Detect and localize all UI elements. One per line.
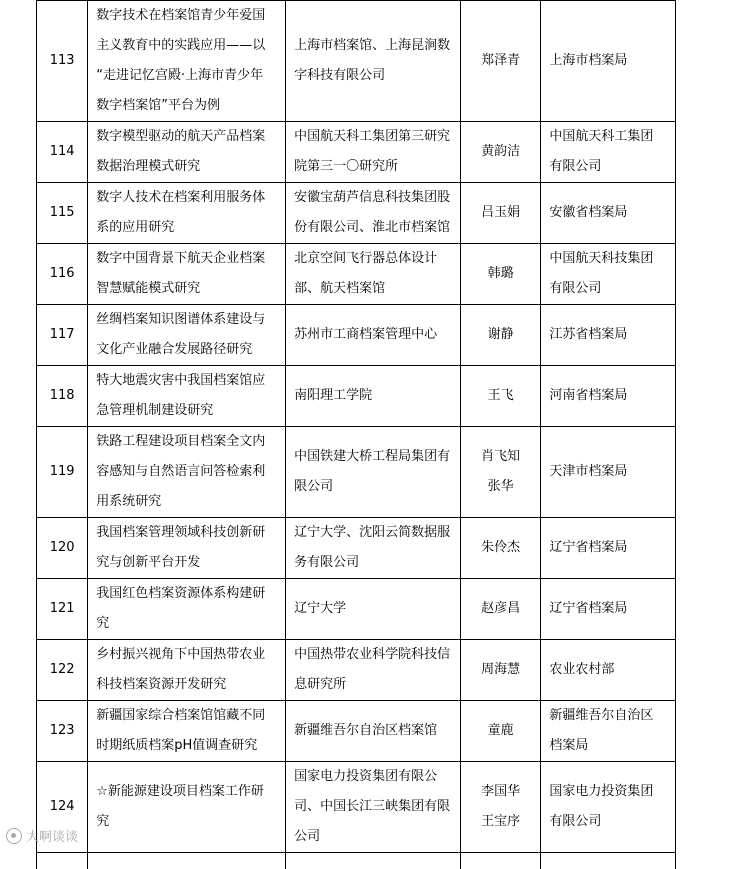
- recommending-unit-cell: [541, 853, 676, 869]
- project-title-line: 科技档案资源开发研究: [96, 670, 277, 700]
- project-title-cell: [88, 640, 286, 701]
- project-title-line: 我国红色档案资源体系构建研: [96, 579, 277, 609]
- project-leader-cell: [460, 518, 540, 579]
- project-leader-cell: [460, 762, 540, 853]
- table-row: [37, 244, 676, 305]
- project-title-cell: [88, 244, 286, 305]
- undertaking-unit-cell: [286, 1, 461, 122]
- undertaking-unit-line: 安徽宝葫芦信息科技集团股: [294, 183, 452, 213]
- undertaking-unit-cell: [286, 762, 461, 853]
- project-number-cell: 115: [37, 183, 88, 244]
- recommending-unit-line: 农业农村部: [549, 655, 667, 685]
- project-title-line: 数字档案馆”平台为例: [96, 91, 277, 121]
- project-title-line: 数据治理模式研究: [96, 152, 277, 182]
- recommending-unit-cell: [541, 640, 676, 701]
- undertaking-unit-line: 新疆维吾尔自治区档案馆: [294, 716, 452, 746]
- undertaking-unit-line: 司、中国长江三峡集团有限: [294, 792, 452, 822]
- project-leader-cell: [460, 640, 540, 701]
- undertaking-unit-line: 南阳理工学院: [294, 381, 452, 411]
- project-number-cell: 123: [37, 701, 88, 762]
- project-number-cell: 116: [37, 244, 88, 305]
- project-title-line: 特大地震灾害中我国档案馆应: [96, 366, 277, 396]
- undertaking-unit-line: 院第三一〇研究所: [294, 152, 452, 182]
- project-title-line: 我国档案管理领域科技创新研: [96, 518, 277, 548]
- recommending-unit-line: 辽宁省档案局: [549, 533, 667, 563]
- recommending-unit-cell: [541, 579, 676, 640]
- undertaking-unit-cell: [286, 305, 461, 366]
- project-leader-line: 吕玉娟: [469, 198, 532, 228]
- undertaking-unit-cell: [286, 122, 461, 183]
- project-number-cell: [37, 853, 88, 869]
- project-leader-line: 黄韵洁: [469, 137, 532, 167]
- project-leader-line: 王飞: [469, 381, 532, 411]
- table-row: [37, 1, 676, 122]
- table-row: [37, 305, 676, 366]
- watermark-logo-icon: [6, 828, 22, 844]
- project-title-line: 究: [96, 609, 277, 639]
- project-title-cell: [88, 579, 286, 640]
- recommending-unit-line: 中国航天科工集团: [549, 122, 667, 152]
- table-row: [37, 762, 676, 853]
- project-number-cell: 118: [37, 366, 88, 427]
- project-table-body: [37, 1, 676, 869]
- project-number-cell: 113: [37, 1, 88, 122]
- recommending-unit-cell: [541, 762, 676, 853]
- project-leader-line: 郑泽青: [469, 46, 532, 76]
- table-row: [37, 427, 676, 518]
- project-title-cell: [88, 427, 286, 518]
- undertaking-unit-line: 国家电力投资集团有限公: [294, 762, 452, 792]
- undertaking-unit-line: 中国热带农业科学院科技信: [294, 640, 452, 670]
- undertaking-unit-cell: [286, 640, 461, 701]
- project-leader-line: 赵彦昌: [469, 594, 532, 624]
- project-leader-cell: [460, 1, 540, 122]
- table-row: [37, 366, 676, 427]
- recommending-unit-cell: [541, 701, 676, 762]
- undertaking-unit-cell: [286, 183, 461, 244]
- project-title-line: 文化产业融合发展路径研究: [96, 335, 277, 365]
- undertaking-unit-cell: [286, 244, 461, 305]
- recommending-unit-line: 档案局: [549, 731, 667, 761]
- recommending-unit-line: 天津市档案局: [549, 457, 667, 487]
- project-title-line: “走进记忆宫殿·上海市青少年: [96, 61, 277, 91]
- undertaking-unit-line: 务有限公司: [294, 548, 452, 578]
- project-number-cell: 121: [37, 579, 88, 640]
- project-leader-cell: [460, 579, 540, 640]
- watermark-text: 大啊谈谈: [26, 826, 78, 845]
- project-title-line: 系的应用研究: [96, 213, 277, 243]
- recommending-unit-line: 国家电力投资集团: [549, 777, 667, 807]
- recommending-unit-line: 中国航天科技集团: [549, 244, 667, 274]
- project-number-cell: 114: [37, 122, 88, 183]
- undertaking-unit-cell: [286, 518, 461, 579]
- project-title-line: 用系统研究: [96, 487, 277, 517]
- recommending-unit-line: 新疆维吾尔自治区: [549, 701, 667, 731]
- recommending-unit-line: 有限公司: [549, 807, 667, 837]
- project-title-line: 数字中国背景下航天企业档案: [96, 244, 277, 274]
- project-leader-line: 谢静: [469, 320, 532, 350]
- project-title-line: 智慧赋能模式研究: [96, 274, 277, 304]
- project-leader-cell: [460, 305, 540, 366]
- undertaking-unit-cell: [286, 701, 461, 762]
- recommending-unit-cell: [541, 183, 676, 244]
- project-table: [36, 0, 676, 869]
- project-leader-cell: [460, 853, 540, 869]
- project-title-cell: [88, 122, 286, 183]
- recommending-unit-line: 河南省档案局: [549, 381, 667, 411]
- project-number-cell: 124: [37, 762, 88, 853]
- recommending-unit-line: 江苏省档案局: [549, 320, 667, 350]
- project-title-line: 数字技术在档案馆青少年爱国: [96, 1, 277, 31]
- project-title-cell: [88, 366, 286, 427]
- recommending-unit-cell: [541, 1, 676, 122]
- undertaking-unit-cell: [286, 579, 461, 640]
- undertaking-unit-line: 部、航天档案馆: [294, 274, 452, 304]
- project-title-line: 急管理机制建设研究: [96, 396, 277, 426]
- project-title-line: 时期纸质档案pH值调查研究: [96, 731, 277, 761]
- undertaking-unit-line: 份有限公司、淮北市档案馆: [294, 213, 452, 243]
- project-title-line: 铁路工程建设项目档案全文内: [96, 427, 277, 457]
- recommending-unit-line: 安徽省档案局: [549, 198, 667, 228]
- recommending-unit-cell: [541, 305, 676, 366]
- project-title-line: 新疆国家综合档案馆馆藏不同: [96, 701, 277, 731]
- project-leader-line: 周海慧: [469, 655, 532, 685]
- project-leader-cell: [460, 366, 540, 427]
- project-leader-cell: [460, 427, 540, 518]
- recommending-unit-line: 辽宁省档案局: [549, 594, 667, 624]
- project-leader-cell: [460, 244, 540, 305]
- project-leader-cell: [460, 701, 540, 762]
- undertaking-unit-cell: [286, 427, 461, 518]
- recommending-unit-line: 上海市档案局: [549, 46, 667, 76]
- project-title-cell: [88, 762, 286, 853]
- project-leader-cell: [460, 122, 540, 183]
- project-title-line: 容感知与自然语言问答检索利: [96, 457, 277, 487]
- project-leader-line: 童鹿: [469, 716, 532, 746]
- project-leader-line: 朱伶杰: [469, 533, 532, 563]
- project-title-line: 数字模型驱动的航天产品档案: [96, 122, 277, 152]
- project-number-cell: 117: [37, 305, 88, 366]
- project-title-line: 丝绸档案知识图谱体系建设与: [96, 305, 277, 335]
- project-title-cell: [88, 1, 286, 122]
- project-title-line: 究: [96, 807, 277, 837]
- project-title-cell: [88, 518, 286, 579]
- undertaking-unit-line: 北京空间飞行器总体设计: [294, 244, 452, 274]
- undertaking-unit-line: 公司: [294, 822, 452, 852]
- project-title-line: 究与创新平台开发: [96, 548, 277, 578]
- project-number-cell: 122: [37, 640, 88, 701]
- project-title-cell: [88, 853, 286, 869]
- recommending-unit-cell: [541, 366, 676, 427]
- undertaking-unit-line: 字科技有限公司: [294, 61, 452, 91]
- recommending-unit-line: 有限公司: [549, 152, 667, 182]
- project-title-line: 数字人技术在档案利用服务体: [96, 183, 277, 213]
- table-row: [37, 701, 676, 762]
- project-title-cell: [88, 305, 286, 366]
- recommending-unit-cell: [541, 427, 676, 518]
- project-leader-line: 李国华: [469, 777, 532, 807]
- undertaking-unit-line: 上海市档案馆、上海昆涧数: [294, 31, 452, 61]
- project-leader-line: 王宝序: [469, 807, 532, 837]
- project-title-cell: [88, 701, 286, 762]
- undertaking-unit-line: 中国铁建大桥工程局集团有: [294, 442, 452, 472]
- undertaking-unit-line: 辽宁大学、沈阳云简数据服: [294, 518, 452, 548]
- project-title-cell: [88, 183, 286, 244]
- project-leader-line: 肖飞知: [469, 442, 532, 472]
- table-row: [37, 183, 676, 244]
- undertaking-unit-line: 限公司: [294, 472, 452, 502]
- project-title-line: 乡村振兴视角下中国热带农业: [96, 640, 277, 670]
- watermark: [6, 826, 78, 845]
- table-row-partial: [37, 853, 676, 869]
- recommending-unit-cell: [541, 244, 676, 305]
- table-row: [37, 122, 676, 183]
- recommending-unit-cell: [541, 518, 676, 579]
- project-title-line: ☆新能源建设项目档案工作研: [96, 777, 277, 807]
- project-leader-cell: [460, 183, 540, 244]
- undertaking-unit-line: 苏州市工商档案管理中心: [294, 320, 452, 350]
- recommending-unit-line: 有限公司: [549, 274, 667, 304]
- project-leader-line: 张华: [469, 472, 532, 502]
- project-title-line: 主义教育中的实践应用——以: [96, 31, 277, 61]
- undertaking-unit-line: 中国航天科工集团第三研究: [294, 122, 452, 152]
- undertaking-unit-line: 辽宁大学: [294, 594, 452, 624]
- table-row: [37, 579, 676, 640]
- table-row: [37, 640, 676, 701]
- project-leader-line: 韩璐: [469, 259, 532, 289]
- undertaking-unit-line: 息研究所: [294, 670, 452, 700]
- project-number-cell: 119: [37, 427, 88, 518]
- project-number-cell: 120: [37, 518, 88, 579]
- recommending-unit-cell: [541, 122, 676, 183]
- undertaking-unit-cell: [286, 366, 461, 427]
- table-row: [37, 518, 676, 579]
- undertaking-unit-cell: [286, 853, 461, 869]
